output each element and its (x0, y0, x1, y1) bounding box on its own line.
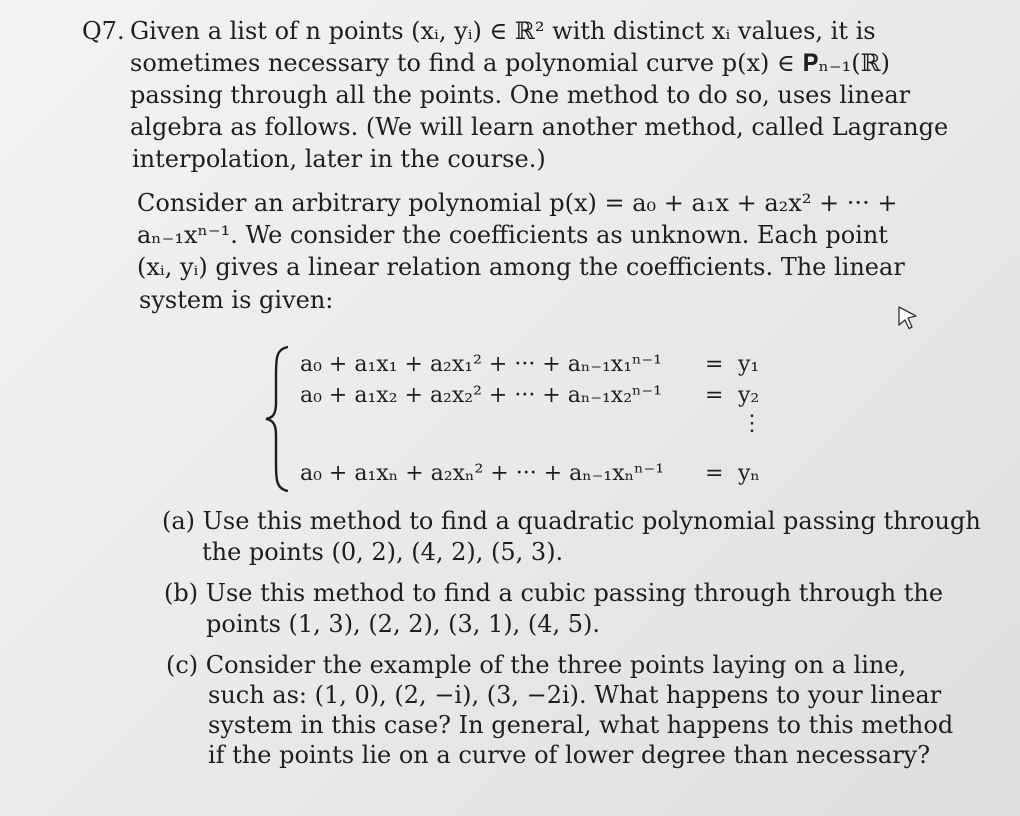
part-b-line-1: (b) Use this method to find a cubic passing through through the (164, 579, 944, 607)
part-a-line-2: the points (0, 2), (4, 2), (5, 3). (202, 538, 564, 566)
cursor-icon (897, 305, 919, 331)
system-row-2-rhs: y₂ (738, 383, 760, 408)
part-c-line-2: such as: (1, 0), (2, −i), (3, −2i). What happens to your linear (208, 681, 942, 709)
consider-line-2: aₙ₋₁xⁿ⁻¹. We consider the coefficients as unknown. Each point (137, 221, 888, 249)
question-number: Q7. (82, 17, 125, 45)
vertical-dots: ⋮ (741, 411, 763, 436)
system-row-1-rhs: y₁ (738, 352, 760, 377)
part-b-line-2: points (1, 3), (2, 2), (3, 1), (4, 5). (206, 610, 601, 638)
system-row-n-rhs: yₙ (738, 461, 760, 486)
system-row-1-eq: = (705, 352, 724, 377)
intro-line-3: passing through all the points. One method to do so, uses linear (130, 81, 911, 109)
intro-line-4: algebra as follows. (We will learn another method, called Lagrange (130, 113, 949, 141)
intro-line-2: sometimes necessary to find a polynomial curve p(x) ∈ 𝐏ₙ₋₁(ℝ) (130, 49, 890, 77)
system-row-n-eq: = (705, 461, 724, 486)
part-c-line-3: system in this case? In general, what happens to this method (208, 711, 954, 739)
intro-line-5: interpolation, later in the course.) (132, 145, 546, 173)
left-brace (262, 345, 292, 493)
consider-line-1: Consider an arbitrary polynomial p(x) = a₀ + a₁x + a₂x² + ··· + (137, 189, 898, 217)
system-row-1-lhs: a₀ + a₁x₁ + a₂x₁² + ··· + aₙ₋₁x₁ⁿ⁻¹ (300, 352, 662, 377)
intro-line-1: Given a list of n points (xᵢ, yᵢ) ∈ ℝ² with distinct xᵢ values, it is (130, 17, 876, 45)
system-row-2-eq: = (705, 383, 724, 408)
part-c-line-4: if the points lie on a curve of lower degree than necessary? (208, 741, 931, 769)
part-a-line-1: (a) Use this method to find a quadratic polynomial passing through (162, 507, 981, 535)
system-row-n-lhs: a₀ + a₁xₙ + a₂xₙ² + ··· + aₙ₋₁xₙⁿ⁻¹ (300, 461, 665, 486)
system-row-2-lhs: a₀ + a₁x₂ + a₂x₂² + ··· + aₙ₋₁x₂ⁿ⁻¹ (300, 383, 662, 408)
consider-line-4: system is given: (139, 286, 334, 314)
part-c-line-1: (c) Consider the example of the three points laying on a line, (166, 651, 907, 679)
consider-line-3: (xᵢ, yᵢ) gives a linear relation among the coefficients. The linear (137, 253, 905, 281)
